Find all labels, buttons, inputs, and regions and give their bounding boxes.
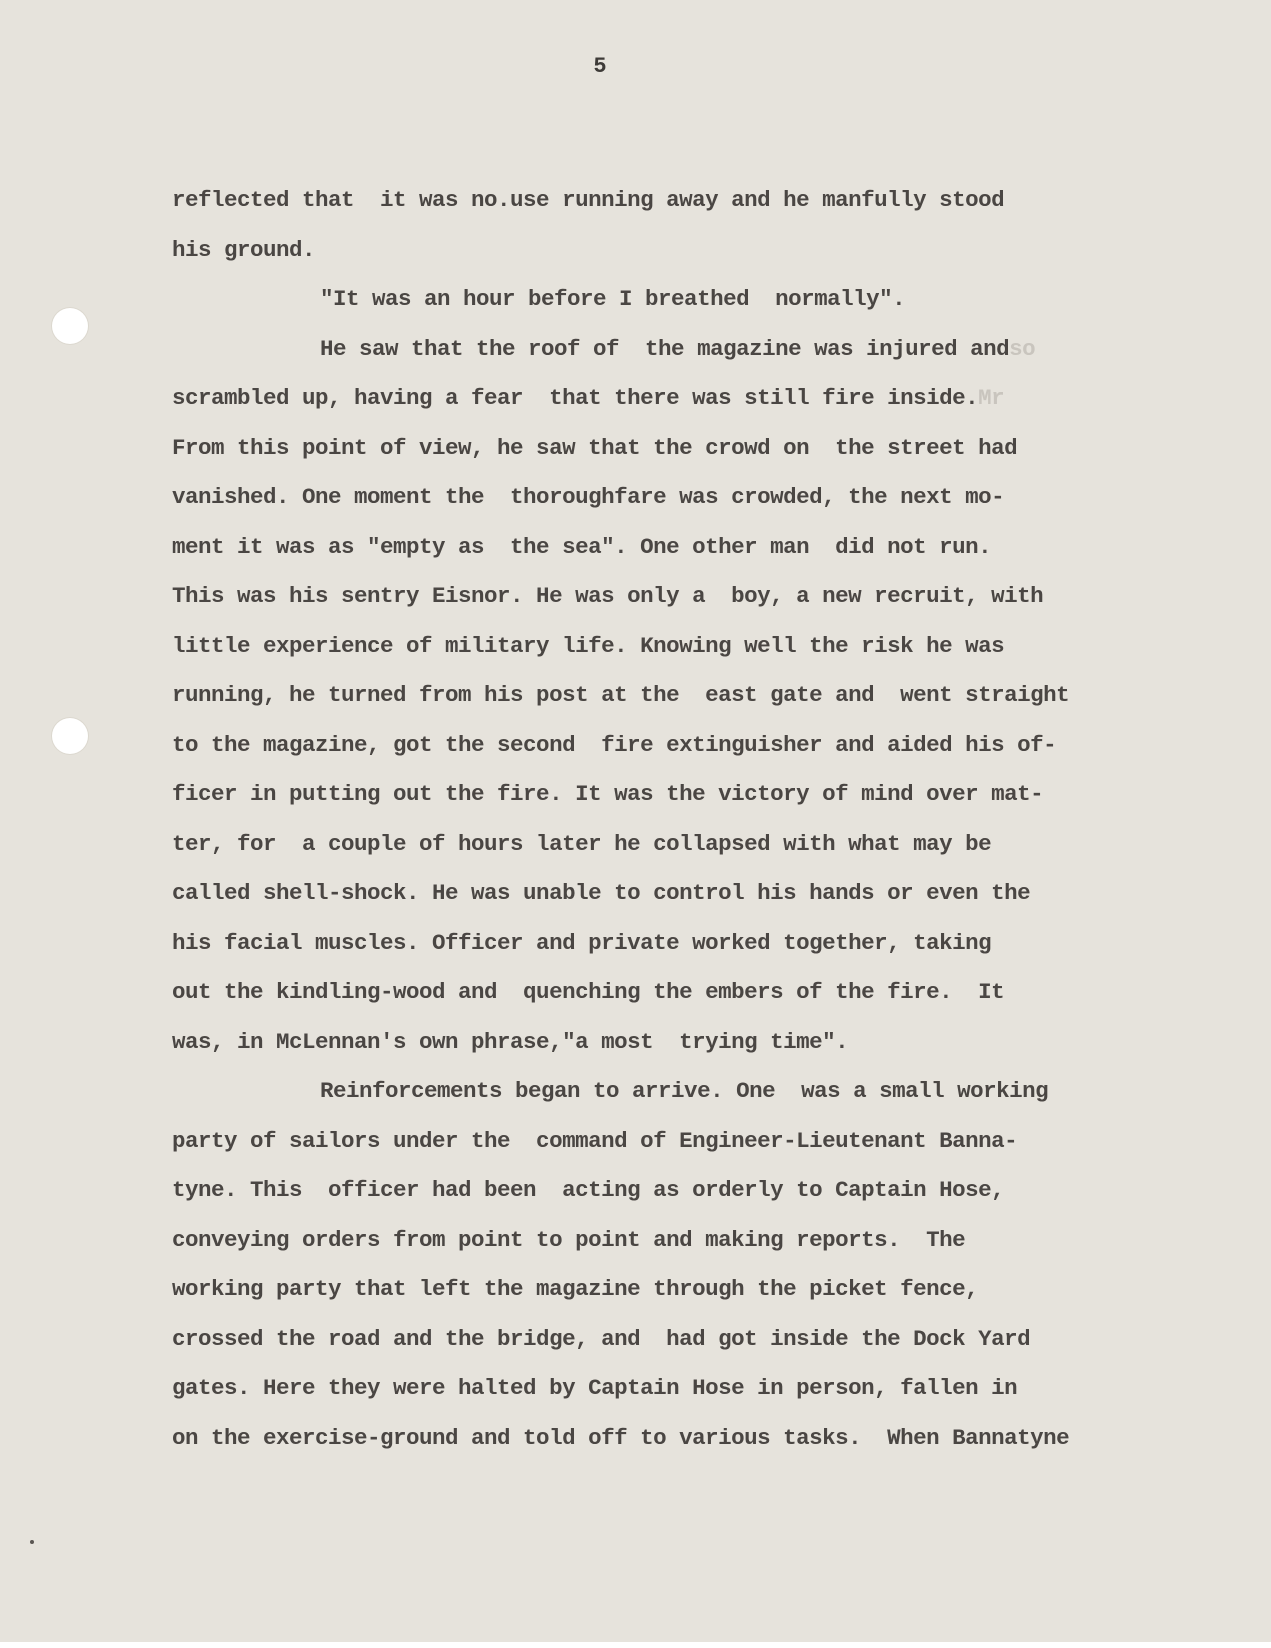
text-line: conveying orders from point to point and making reports. The <box>172 1226 966 1253</box>
text-line: ment it was as "empty as the sea". One other man did not run. <box>172 533 992 560</box>
text-line: to the magazine, got the second fire extinguisher and aided his of- <box>172 731 1057 758</box>
text-line: out the kindling-wood and quenching the embers of the fire. It <box>172 979 1005 1005</box>
text-line: tyne. This officer had been acting as orderly to Captain Hose, <box>172 1177 1005 1203</box>
text-line: scrambled up, having a fear that there was still fire inside. <box>172 385 979 411</box>
paragraph-start-line <box>172 325 1172 375</box>
ink-speck <box>30 1540 34 1544</box>
text-line: This was his sentry Eisnor. He was only a boy, a new recruit, with <box>172 583 1044 609</box>
typescript-body <box>172 176 1172 1463</box>
quote-line: "It was an hour before I breathed normally". <box>320 286 906 312</box>
text-line: his facial muscles. Officer and private worked together, taking <box>172 929 992 956</box>
paragraph-start-line: Reinforcements began to arrive. One was a small working <box>320 1078 1049 1104</box>
text-line: He saw that the roof of the magazine was injured and <box>320 335 1010 362</box>
margin-fragment: Mr <box>978 385 1005 411</box>
punch-hole-top <box>52 308 88 344</box>
text-line: gates. Here they were halted by Captain Hose in person, fallen in <box>172 1375 1018 1401</box>
page-edge <box>0 1642 1271 1648</box>
text-line: From this point of view, he saw that the crowd on the street had <box>172 434 1018 461</box>
text-line: called shell-shock. He was unable to control his hands or even the <box>172 880 1031 906</box>
text-line: little experience of military life. Knowing well the risk he was <box>172 632 1005 659</box>
text-line: reflected that it was no.use running away and he manfully stood <box>172 187 1005 213</box>
text-line: vanished. One moment the thoroughfare was crowded, the next mo- <box>172 484 1005 510</box>
punch-hole-middle <box>52 718 88 754</box>
text-line: his ground. <box>172 236 316 263</box>
text-line: was, in McLennan's own phrase,"a most trying time". <box>172 1028 849 1055</box>
text-line: ter, for a couple of hours later he collapsed with what may be <box>172 830 992 857</box>
text-line: ficer in putting out the fire. It was the victory of mind over mat- <box>172 781 1044 807</box>
margin-fragment: so <box>1009 335 1036 362</box>
text-line: running, he turned from his post at the east gate and went straight <box>172 682 1070 708</box>
text-line: working party that left the magazine through the picket fence, <box>172 1276 979 1302</box>
page-number: 5 <box>593 54 607 79</box>
text-line: crossed the road and the bridge, and had got inside the Dock Yard <box>172 1325 1031 1352</box>
text-line-with-fragment <box>172 374 1172 424</box>
text-line: on the exercise-ground and told off to various tasks. When Bannatyne <box>172 1424 1070 1451</box>
text-line: party of sailors under the command of Engineer-Lieutenant Banna- <box>172 1127 1018 1154</box>
